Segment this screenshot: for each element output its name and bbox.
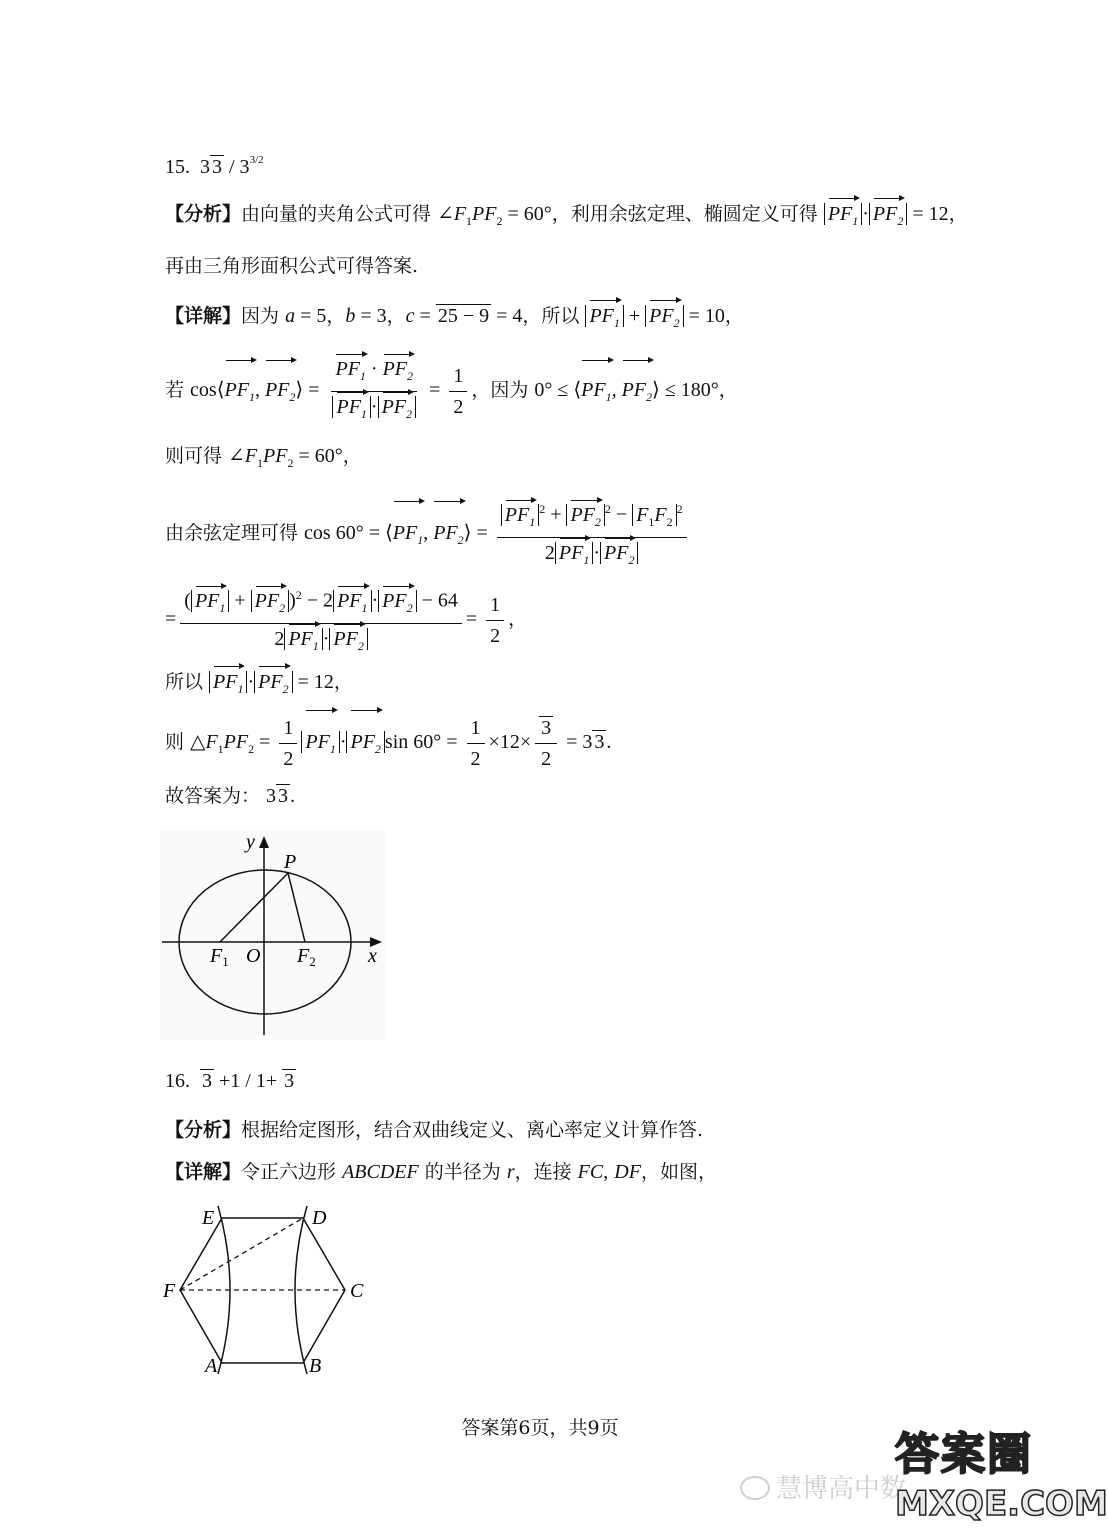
q15-detail-line-2: 若 $\cos⟨PF_1$, $PF_2⟩$ = $\frac{PF_1 \cdot PF_2}{PF_1 \cdot PF_2}$ = $\frac{1}{2}$ ，因为 $0^\circ \le ⟨PF_1$, $PF_2⟩ \le 180^\circ$， (165, 356, 738, 427)
label-c: C (350, 1280, 364, 1302)
wechat-icon (740, 1476, 770, 1500)
logo-site: MXQE.COM (895, 1484, 1108, 1524)
analysis-tag-16: 【分析】 (165, 1119, 242, 1141)
label-x: x (368, 945, 377, 967)
label-e: E (202, 1207, 215, 1229)
q15-detail-line-4: 由余弦定理可得 $\cos 60^\circ = ⟨PF_1$, $PF_2⟩$ = $\frac{PF_1^2 + PF_2^2 - F_1F_2^2}{2 PF_1 \cdot PF_2}$ (165, 496, 691, 573)
ellipse-figure (160, 830, 400, 1040)
q15-analysis-line-2: 再由三角形面积公式可得答案. (165, 255, 419, 277)
q16-detail: 【详解】令正六边形 ABCDEF 的半径为 r，连接 FC, DF，如图， (165, 1161, 717, 1183)
q15-detail-line-6: 所以 $PF_1 \cdot PF_2 = 12$， (165, 668, 353, 703)
label-f: F (163, 1280, 176, 1302)
q15-number-answer: 15. 3 $3 / 3^{3/2}$ (165, 154, 264, 178)
analysis-tag: 【分析】 (165, 203, 242, 225)
label-a: A (205, 1355, 218, 1377)
q16-number: 16. (165, 1070, 190, 1092)
detail-tag-16: 【详解】 (165, 1161, 242, 1183)
q16-number-answer: 16. 3 +1 / 1+ 3 (165, 1070, 295, 1092)
q15-detail-line-1: 【详解】因为 a = 5，b = 3，c = 25 − 9 = 4，所以 $PF_1 + PF_2 = 10$， (165, 302, 744, 337)
label-p: P (284, 851, 297, 873)
label-o: O (246, 945, 261, 967)
label-b: B (309, 1355, 322, 1377)
q16-analysis: 【分析】根据给定图形，结合双曲线定义、离心率定义计算作答. (165, 1119, 704, 1141)
label-d: D (312, 1207, 327, 1229)
label-f2: $F_2$ (297, 945, 316, 969)
logo-text: 答案圈 (895, 1429, 1033, 1480)
detail-tag: 【详解】 (165, 305, 242, 327)
hexagon-figure (160, 1200, 380, 1390)
q15-detail-line-7: 则 $\triangle F_1PF_2$ = $\frac{1}{2}$ $PF_1 \cdot PF_2$ sin 60° = $\frac{1}{2}$ ×12× $\frac{3}{2}$ = 3 3 . (165, 712, 611, 779)
q15-conclusion: 故答案为： 3 3 . (165, 785, 296, 807)
q15-detail-line-5: = $\frac{( PF_1 + PF_2 )^2 - 2 PF_1 \cdot PF_2 - 64}{2 PF_1 \cdot PF_2}$ = $\frac{1}{2}$ ， (165, 582, 527, 659)
q15-analysis-line-1: 【分析】由向量的夹角公式可得 $\angle F_1PF_2 = 60^\circ$，利用余弦定理、椭圆定义可得 $PF_1 \cdot PF_2 = 12$， (165, 200, 968, 235)
label-f1: $F_1$ (210, 945, 229, 969)
label-y: y (246, 831, 255, 853)
q15-detail-line-3: 则可得 $\angle F_1PF_2 = 60^\circ$， (165, 445, 362, 470)
dashed-fd (180, 1218, 303, 1290)
page-footer: 答案第6页，共9页 (461, 1417, 619, 1439)
site-logo (895, 1418, 1108, 1524)
q15-number: 15. (165, 156, 190, 178)
wechat-watermark: 慧博高中数 (740, 1468, 906, 1505)
